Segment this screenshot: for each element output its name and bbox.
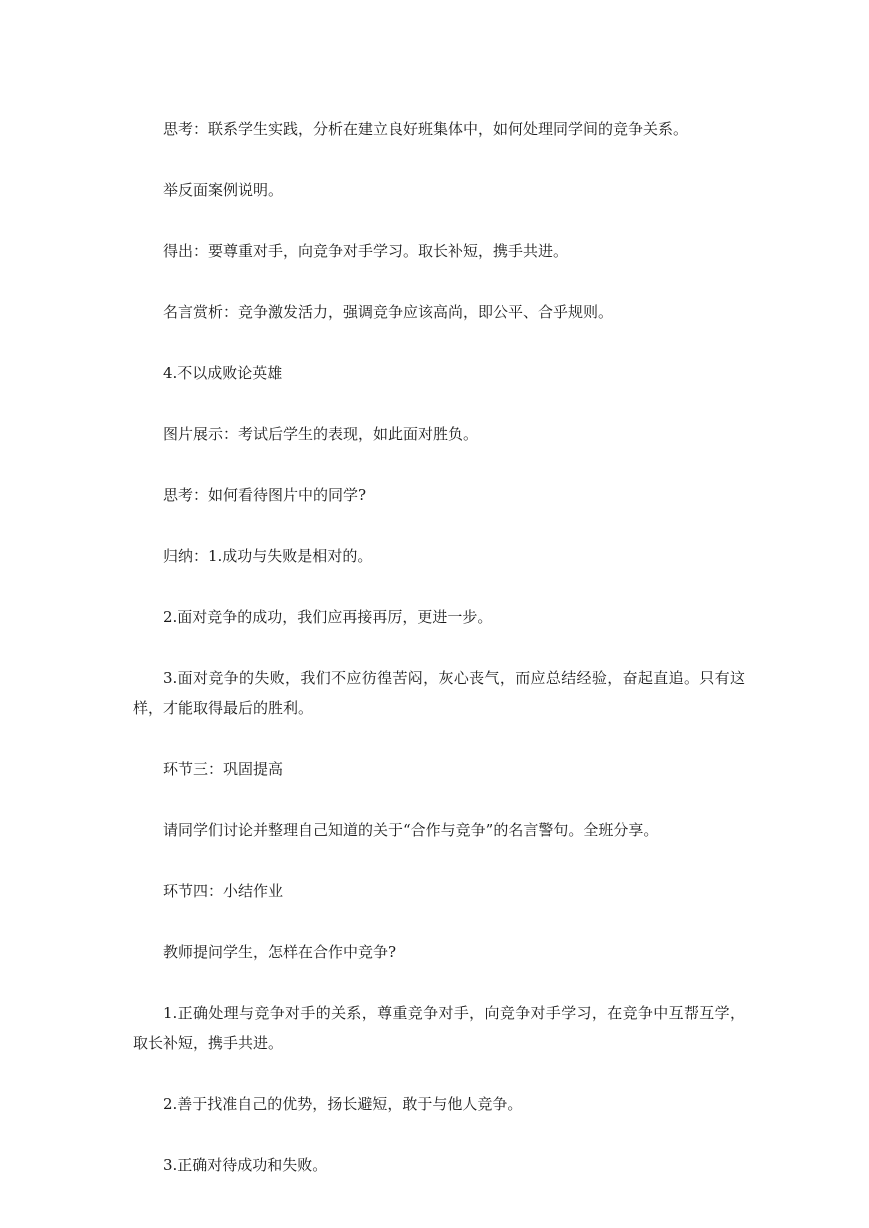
paragraph-summary-2: 2.面对竞争的成功，我们应再接再厉，更进一步。 — [163, 608, 493, 626]
paragraph-point-2: 2.善于找准自己的优势，扬长避短，敢于与他人竞争。 — [163, 1095, 523, 1113]
section-heading-3: 环节三：巩固提高 — [163, 760, 284, 778]
paragraph-teacher-question: 教师提问学生，怎样在合作中竞争? — [163, 943, 397, 961]
paragraph-negative-case: 举反面案例说明。 — [163, 181, 284, 199]
section-heading-4: 4.不以成败论英雄 — [163, 364, 283, 382]
document-body — [133, 114, 745, 1180]
paragraph-think-competition: 思考：联系学生实践，分析在建立良好班集体中，如何处理同学间的竞争关系。 — [163, 120, 689, 138]
paragraph-think-picture: 思考：如何看待图片中的同学? — [163, 486, 367, 504]
paragraph-point-3: 3.正确对待成功和失败。 — [163, 1156, 328, 1174]
paragraph-summary-1: 归纳：1.成功与失败是相对的。 — [163, 547, 373, 565]
paragraph-summary-3: 3.面对竞争的失败，我们不应彷徨苦闷，灰心丧气，而应总结经验，奋起直追。只有这样，才能取得最后的胜利。 — [133, 669, 745, 717]
paragraph-conclusion-respect: 得出：要尊重对手，向竞争对手学习。取长补短，携手共进。 — [163, 242, 569, 260]
section-heading-4-summary: 环节四：小结作业 — [163, 882, 284, 900]
paragraph-quote-appreciation: 名言赏析：竞争激发活力，强调竞争应该高尚，即公平、合乎规则。 — [163, 303, 614, 321]
paragraph-picture-display: 图片展示：考试后学生的表现，如此面对胜负。 — [163, 425, 479, 443]
paragraph-discussion: 请同学们讨论并整理自己知道的关于“合作与竞争”的名言警句。全班分享。 — [163, 821, 659, 839]
paragraph-point-1: 1.正确处理与竞争对手的关系，尊重竞争对手，向竞争对手学习，在竞争中互帮互学，取长补短，携手共进。 — [133, 1004, 745, 1052]
